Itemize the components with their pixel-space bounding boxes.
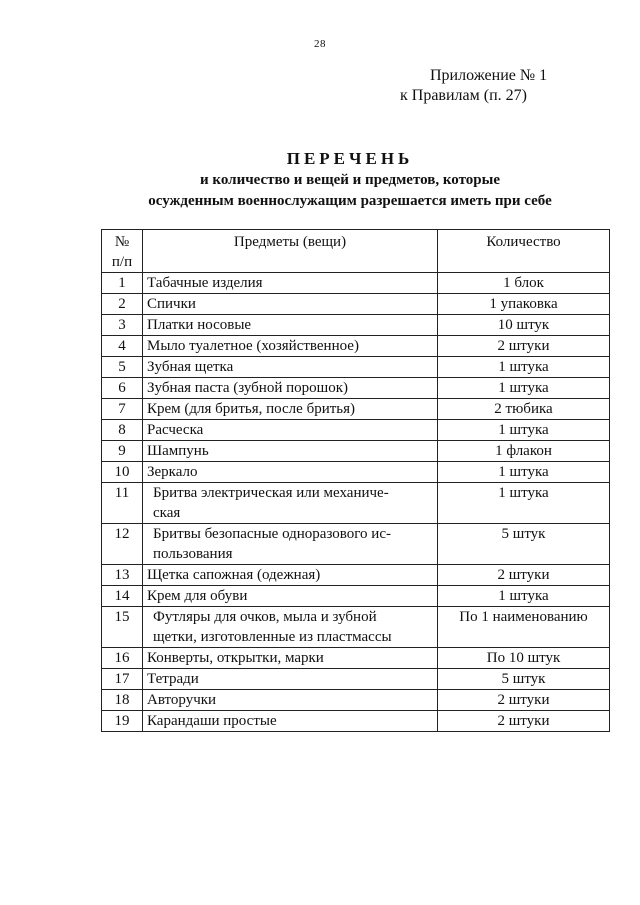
row-number: 10 xyxy=(102,462,143,483)
row-number: 5 xyxy=(102,357,143,378)
row-quantity: 1 штука xyxy=(438,378,610,399)
table-row xyxy=(102,273,610,294)
row-item xyxy=(143,586,438,607)
header-number-line-1: № xyxy=(114,234,130,250)
header-item: Предметы (вещи) xyxy=(143,230,438,273)
row-item-line: Тетради xyxy=(147,671,199,687)
row-number: 19 xyxy=(102,711,143,732)
table-row xyxy=(102,711,610,732)
row-item-line: Бритва электрическая или механиче- xyxy=(153,485,389,501)
row-item-line: Крем (для бритья, после бритья) xyxy=(147,401,356,417)
table-row xyxy=(102,315,610,336)
table-row xyxy=(102,586,610,607)
title-main: ПЕРЕЧЕНЬ xyxy=(286,149,414,168)
row-quantity: 10 штук xyxy=(438,315,610,336)
row-item-line: Мыло туалетное (хозяйственное) xyxy=(147,338,359,354)
row-number: 3 xyxy=(102,315,143,336)
table-row xyxy=(102,462,610,483)
title-subtitle-line-2: осужденным военнослужащим разрешается иметь при себе xyxy=(148,193,552,209)
row-item-line: Зубная паста (зубной порошок) xyxy=(147,380,348,396)
row-quantity: 5 штук xyxy=(438,524,610,565)
row-item xyxy=(143,565,438,586)
row-quantity: По 1 наименованию xyxy=(438,607,610,648)
row-item-line: Карандаши простые xyxy=(147,713,277,729)
header-number-line-2: п/п xyxy=(111,254,133,270)
row-item xyxy=(143,607,438,648)
row-quantity: 2 штуки xyxy=(438,565,610,586)
appendix-reference xyxy=(400,66,600,106)
row-item xyxy=(143,524,438,565)
row-number: 7 xyxy=(102,399,143,420)
row-item xyxy=(143,648,438,669)
row-item-line: щетки, изготовленные из пластмассы xyxy=(153,629,392,645)
row-item-line: Платки носовые xyxy=(147,317,252,333)
row-item xyxy=(143,420,438,441)
header-quantity: Количество xyxy=(438,230,610,273)
row-item xyxy=(143,336,438,357)
row-quantity: 2 штуки xyxy=(438,711,610,732)
table-row xyxy=(102,690,610,711)
row-item xyxy=(143,378,438,399)
row-quantity: 1 блок xyxy=(438,273,610,294)
row-number: 14 xyxy=(102,586,143,607)
row-quantity: 1 штука xyxy=(438,420,610,441)
row-quantity: 1 флакон xyxy=(438,441,610,462)
row-number: 9 xyxy=(102,441,143,462)
header-number xyxy=(102,230,143,273)
table-row xyxy=(102,378,610,399)
appendix-rules-reference: к Правилам (п. 27) xyxy=(400,87,527,104)
row-item-line: Конверты, открытки, марки xyxy=(147,650,324,666)
row-item xyxy=(143,462,438,483)
table-row xyxy=(102,336,610,357)
row-item xyxy=(143,315,438,336)
row-quantity: 1 штука xyxy=(438,462,610,483)
table-row xyxy=(102,357,610,378)
items-table xyxy=(101,229,610,732)
row-quantity: 1 упаковка xyxy=(438,294,610,315)
row-number: 4 xyxy=(102,336,143,357)
row-quantity: 2 тюбика xyxy=(438,399,610,420)
row-item-line: Шампунь xyxy=(147,443,209,459)
row-item-line: ская xyxy=(153,505,181,521)
table-body xyxy=(102,273,610,732)
table-row xyxy=(102,524,610,565)
row-number: 12 xyxy=(102,524,143,565)
appendix-label: Приложение № 1 xyxy=(430,67,548,84)
table-row xyxy=(102,565,610,586)
row-item-line: Зубная щетка xyxy=(147,359,234,375)
row-item-line: Расческа xyxy=(147,422,204,438)
row-item-line: Крем для обуви xyxy=(147,588,248,604)
row-item xyxy=(143,441,438,462)
row-item xyxy=(143,294,438,315)
row-quantity: 2 штуки xyxy=(438,690,610,711)
table-row xyxy=(102,399,610,420)
table-row xyxy=(102,441,610,462)
table-row xyxy=(102,648,610,669)
row-item xyxy=(143,357,438,378)
row-number: 1 xyxy=(102,273,143,294)
row-number: 2 xyxy=(102,294,143,315)
row-quantity: 5 штук xyxy=(438,669,610,690)
row-quantity: 1 штука xyxy=(438,483,610,524)
row-number: 11 xyxy=(102,483,143,524)
table-row xyxy=(102,294,610,315)
row-item xyxy=(143,690,438,711)
row-item-line: Авторучки xyxy=(147,692,217,708)
page-number: 28 xyxy=(314,38,326,50)
title-subtitle-line-1: и количество и вещей и предметов, которые xyxy=(200,172,500,188)
table-row xyxy=(102,483,610,524)
row-number: 6 xyxy=(102,378,143,399)
row-item-line: Табачные изделия xyxy=(147,275,263,291)
row-item xyxy=(143,711,438,732)
table-header-row xyxy=(102,230,610,273)
row-number: 16 xyxy=(102,648,143,669)
row-quantity: 1 штука xyxy=(438,586,610,607)
row-number: 15 xyxy=(102,607,143,648)
row-number: 13 xyxy=(102,565,143,586)
row-item-line: Футляры для очков, мыла и зубной xyxy=(153,609,377,625)
table-row xyxy=(102,420,610,441)
row-item-line: Зеркало xyxy=(147,464,198,480)
row-item xyxy=(143,399,438,420)
row-number: 8 xyxy=(102,420,143,441)
row-item xyxy=(143,483,438,524)
row-item-line: Щетка сапожная (одежная) xyxy=(147,567,321,583)
row-item-line: Спички xyxy=(147,296,196,312)
document-title xyxy=(40,148,640,212)
row-quantity: 1 штука xyxy=(438,357,610,378)
row-item-line: пользования xyxy=(153,546,233,562)
row-quantity: 2 штуки xyxy=(438,336,610,357)
row-number: 18 xyxy=(102,690,143,711)
row-number: 17 xyxy=(102,669,143,690)
row-quantity: По 10 штук xyxy=(438,648,610,669)
row-item xyxy=(143,273,438,294)
row-item xyxy=(143,669,438,690)
table-row xyxy=(102,669,610,690)
table-row xyxy=(102,607,610,648)
row-item-line: Бритвы безопасные одноразового ис- xyxy=(153,526,391,542)
